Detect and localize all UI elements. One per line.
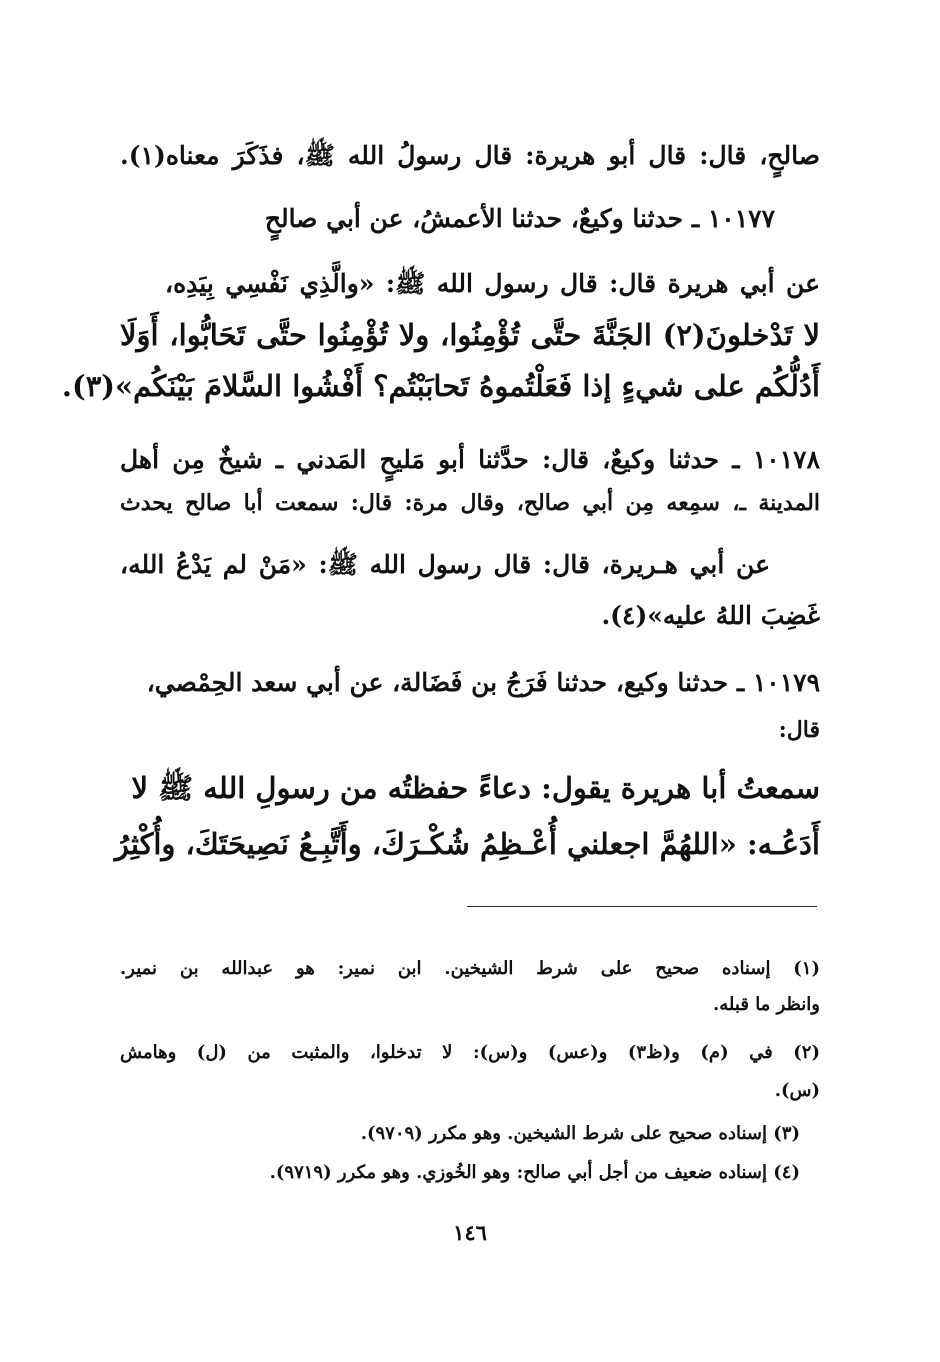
text-line-11: قال: [778,717,820,743]
footnote-1-continued: وانظر ما قبله. [713,994,820,1015]
text-line-3: عن أبي هريرة قال: قال رسول الله ﷺ: «والَّذِي نَفْسِي بِيَدِه، [165,269,820,298]
text-line-9: غَضِبَ اللهُ عليه»(٤). [601,601,820,630]
footnote-1: (١) إسناده صحيح على شرط الشيخين. ابن نمير: هو عبدالله بن نمير. [120,958,820,979]
footnote-separator [467,906,817,907]
footnote-2: (٢) في (م) و(ظ٣) و(عس) و(س): لا تدخلوا، والمثبت من (ل) وهامش [120,1042,820,1063]
hadith-10179-header: ١٠١٧٩ ـ حدثنا وكيع، حدثنا فَرَجُ بن فَضَالة، عن أبي سعد الحِمْصي، [146,668,820,697]
text-line-8: عن أبي هـريرة، قال: قال رسول الله ﷺ: «مَنْ لم يَدْعُ الله، [120,550,770,579]
text-line-13: أَدَعُـه: «اللهُمَّ اجعلني أُعْـظِمُ شُكْـرَكَ، وأَتَّبِـعُ نَصِيحَتَكَ، وأُكْثِرُ [114,827,820,861]
text-line-1: صالحٍ، قال: قال أبو هريرة: قال رسولُ الله ﷺ، فذَكَرَ معناه(١). [120,141,820,170]
footnote-3: (٣) إسناده صحيح على شرط الشيخين. وهو مكرر (٩٧٠٩). [360,1123,800,1144]
hadith-10177-header: ١٠١٧٧ ـ حدثنا وكيعٌ، حدثنا الأعمشُ، عن أبي صالحٍ [264,204,775,233]
page-number: ١٤٦ [453,1220,487,1245]
text-line-12: سمعتُ أبا هريرة يقول: دعاءً حفظتُه من رسولِ الله ﷺ لا [131,771,820,805]
hadith-10178-header: ١٠١٧٨ ـ حدثنا وكيعٌ، قال: حدَّثنا أبو مَليحٍ المَدني ـ شيخٌ مِن أهل [120,445,820,474]
footnote-2-continued: (س). [774,1080,820,1101]
text-line-7: المدينة ـ، سمِعه مِن أبي صالح، وقال مرة: قال: سمعت أبا صالح يحدث [120,490,820,516]
text-line-4: لا تَدْخلونَ(٢) الجَنَّةَ حتَّى تُؤْمِنُوا، ولا تُؤْمِنُوا حتَّى تَحَابُّوا، أَوَلَا [120,318,820,352]
text-line-5: أَدُلُّكُم على شيءٍ إذا فَعَلْتُموهُ تَحابَبْتُم؟ أَفْشُوا السَّلامَ بَيْنَكُم»(٣). [61,369,820,403]
footnote-4: (٤) إسناده ضعيف من أجل أبي صالح: وهو الخُوزي. وهو مكرر (٩٧١٩). [269,1162,800,1183]
